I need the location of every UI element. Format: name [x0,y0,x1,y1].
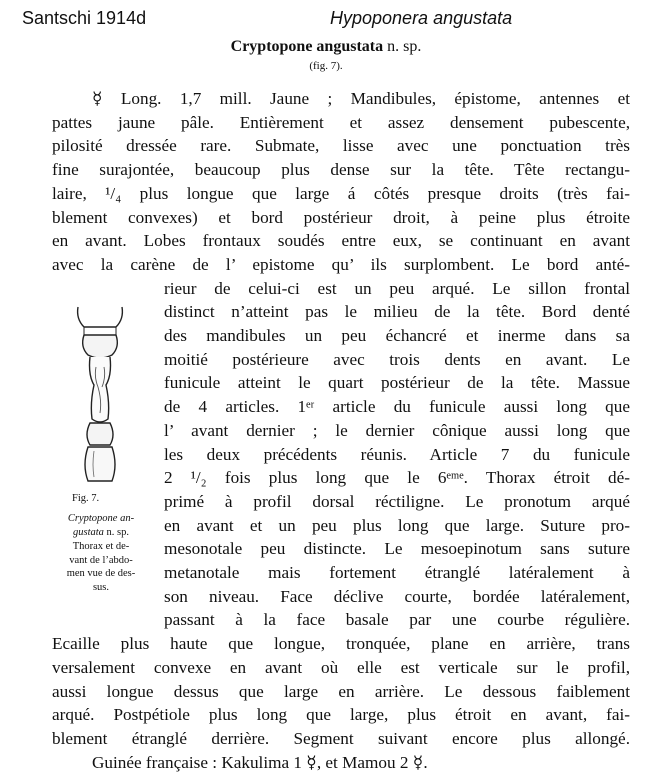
text-line: ☿ Long. 1,7 mill. Jaune ; Mandibules, épistome, antennes et [92,89,630,108]
caption-italic: gustata [72,526,104,538]
text-line: fine surajontée, beaucoup plus dense sur la tête. Tête rectangu- [52,160,630,180]
caption-line: Thorax et de- [72,540,130,552]
ant-thorax-figure [70,305,130,485]
caption-line [46,526,156,540]
text-line: aussi longue dessus que large en arrière. Le dessous faiblement [52,681,630,701]
text-line: arqué. Postpétiole plus long que large, plus étroit en avant, fai- [52,705,630,725]
text-line: moitié postérieure avec trois dents en avant. Le [164,349,630,369]
figure-caption [46,512,156,595]
text-line: en avant. Lobes frontaux soudés entre eux, se continuant en avant [52,231,630,251]
text-line: en avant et un peu plus long que large. Suture pro- [164,515,630,535]
text-line: rieur de celui-ci est un peu arqué. Le sillon frontal [164,278,630,298]
caption-line: sus. [92,582,110,594]
figure-number: Fig. 7. [72,493,100,504]
text-line: metanotale mais fortement étranglé latéralement à [164,563,630,582]
text-line: distinct n’atteint pas le milieu de la tête. Bord denté [164,302,630,322]
caption-line: Cryptopone an- [67,513,135,524]
citation-label: Santschi 1914d [22,8,147,28]
text-line: l’ avant dernier ; le dernier cônique aussi long que [164,420,630,440]
species-label: Hypoponera angustata [330,8,513,28]
title-species: Cryptopone angustata [230,38,384,55]
text-line: Guinée française : Kakulima 1 ☿, et Mamou 2 ☿. [92,752,428,772]
caption-line: vant de l’abdo- [69,554,133,566]
caption-text: n. sp. [103,526,129,538]
text-line: Ecaille plus haute que longue, tronquée, plane en arrière, trans [52,634,630,654]
text-line: 2 ¹/₂ fois plus long que le 6ᵉᵐᵉ. Thorax étroit dé- [164,468,630,488]
caption-line: men vue de des- [66,568,136,580]
text-line: mesonotale peu distincte. Le mesoepinotum sans suture [164,539,630,559]
text-line: des mandibules un peu échancré et inerme dans sa [164,326,630,345]
text-line: primé à profil dorsal réctiligne. Le pronotum arqué [164,491,630,511]
text-line: laire, ¹/₄ plus longue que large á côtés presque droits (très fai- [52,183,630,203]
text-line: funicule atteint le quart postérieur de la tête. Massue [164,373,630,393]
text-line: blement étranglé derrière. Segment suivant encore plus allongé. [52,728,630,748]
text-line: blement convexes) et bord postérieur droit, à peine plus étroite [52,207,630,227]
figure-reference: (fig. 7). [309,60,343,72]
text-line: de 4 articles. 1ᵉʳ article du funicule aussi long que [164,397,630,417]
text-line: passant à la face basale par une courbe régulière. [164,610,630,630]
text-line: son niveau. Face déclive courte, bordée latéralement, [164,586,630,606]
text-line: versalement convexe en avant où elle est verticale sur le profil, [52,657,630,677]
text-line: pilosité dressée rare. Submate, lisse avec une ponctuation très [52,136,630,156]
text-line: les deux précédents réunis. Article 7 du funicule [164,444,630,464]
article-title [0,38,652,56]
text-line: pattes jaune pâle. Entièrement et assez densement pubescente, [52,112,630,132]
title-suffix: n. sp. [383,38,422,55]
text-line: avec la carène de l’ epistome qu’ ils surplombent. Le bord anté- [52,254,630,274]
